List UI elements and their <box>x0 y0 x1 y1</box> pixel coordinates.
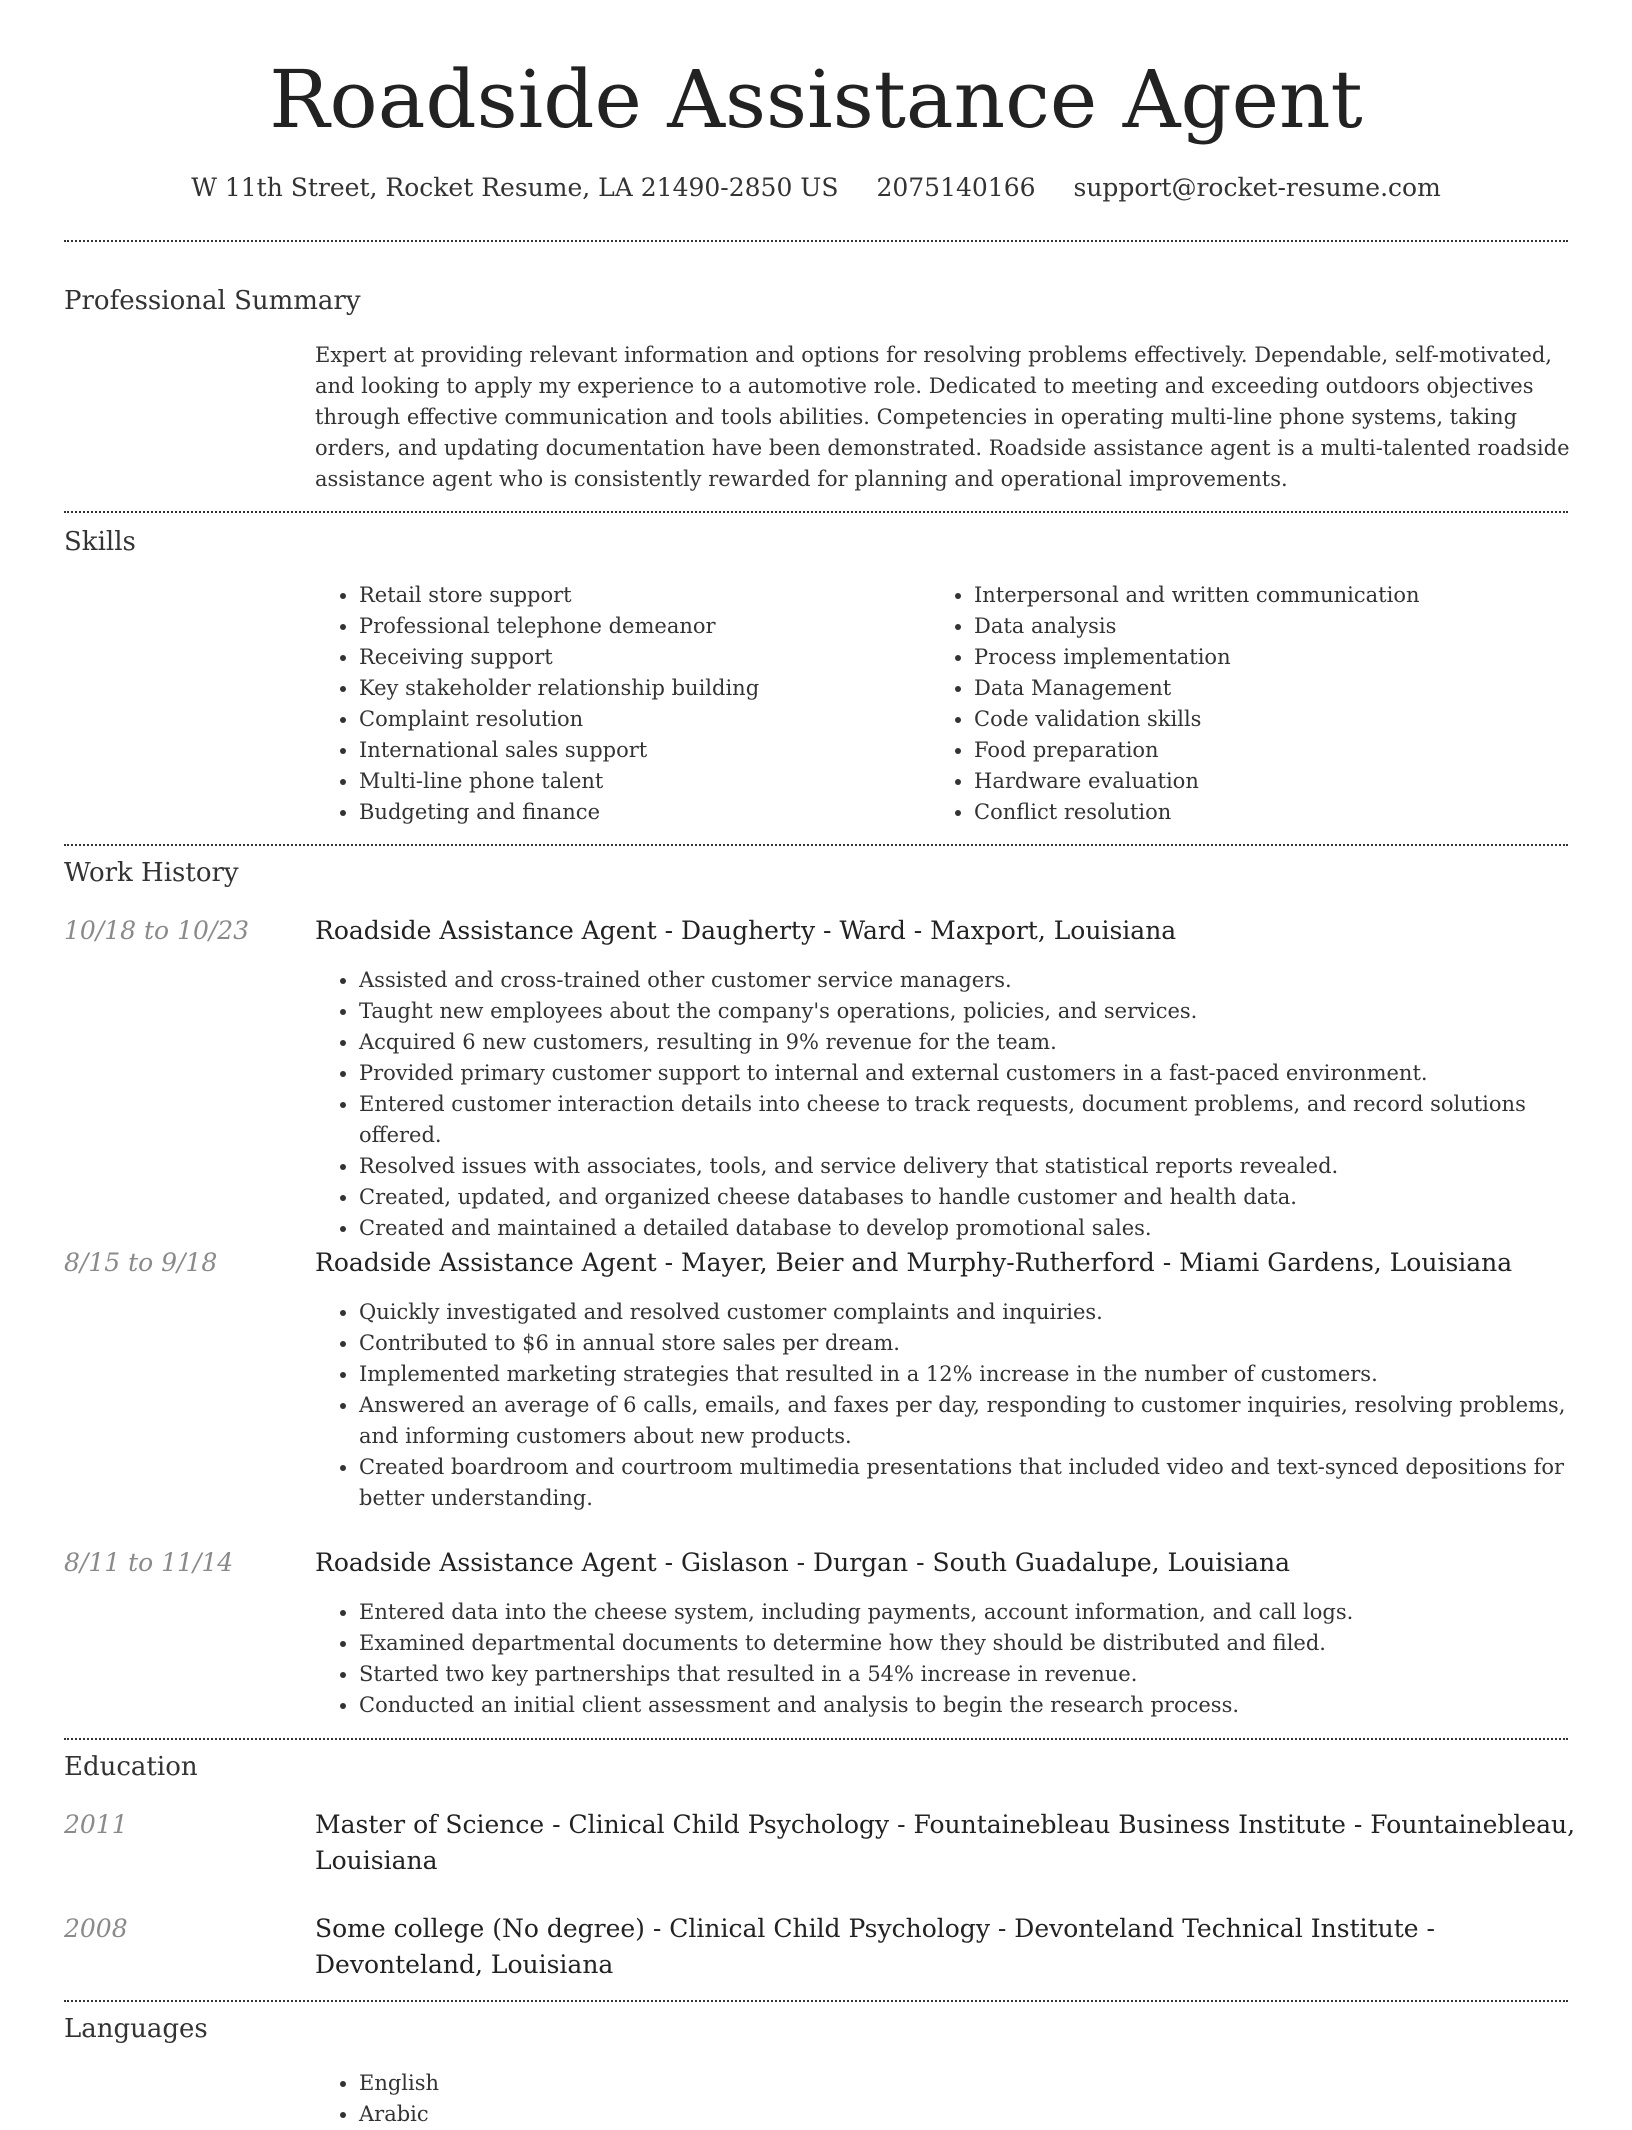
job-dates: 8/15 to 9/18 <box>64 1248 218 1277</box>
skill-item: • Receiving support <box>359 642 915 673</box>
skill-item: • Complaint resolution <box>359 704 915 735</box>
job-bullet: • Contributed to $6 in annual store sales per dream. <box>359 1328 1577 1359</box>
divider <box>64 1738 1568 1740</box>
skill-item: • Budgeting and finance <box>359 797 915 828</box>
job-bullet: • Started two key partnerships that resulted in a 54% increase in revenue. <box>359 1659 1577 1690</box>
contact-address: W 11th Street, Rocket Resume, LA 21490-2850 US <box>191 173 839 202</box>
languages-list <box>315 2068 1577 2130</box>
contact-phone: 2075140166 <box>876 173 1036 202</box>
contact-email: support@rocket-resume.com <box>1073 173 1441 202</box>
job-bullets <box>315 965 1577 1244</box>
job-bullet: • Entered customer interaction details into cheese to track requests, document problems, and record solutions offered. <box>359 1089 1577 1151</box>
job-bullet: • Implemented marketing strategies that resulted in a 12% increase in the number of customers. <box>359 1359 1577 1390</box>
job-title: Roadside Assistance Agent - Mayer, Beier and Murphy-Rutherford - Miami Gardens, Louisiana <box>315 1248 1513 1277</box>
job-bullet: • Entered data into the cheese system, including payments, account information, and call logs. <box>359 1597 1577 1628</box>
skills-column-right <box>930 580 1570 828</box>
contact-line <box>0 170 1632 206</box>
job-bullet: • Answered an average of 6 calls, emails, and faxes per day, responding to customer inquiries, resolving problems, and informing customers about new products. <box>359 1390 1577 1452</box>
job-bullet: • Quickly investigated and resolved customer complaints and inquiries. <box>359 1297 1577 1328</box>
skill-item: • Multi-line phone talent <box>359 766 915 797</box>
summary-text: Expert at providing relevant information and options for resolving problems effectively. Dependable, self-motivated, and looking to apply my experience to a automotive role. Dedicated to meeting and exceeding outdoors objectives through effective communication and tools abilities. Competencies in operating multi-line phone systems, taking orders, and updating documentation have been demonstrated. Roadside assistance agent is a multi-talented roadside assistance agent who is consistently rewarded for planning and operational improvements. <box>315 343 1570 491</box>
job-dates: 10/18 to 10/23 <box>64 916 250 945</box>
language-item: • Arabic <box>359 2099 1577 2130</box>
education-year: 2011 <box>64 1810 128 1839</box>
language-item: • English <box>359 2068 1577 2099</box>
job-bullet: • Created boardroom and courtroom multimedia presentations that included video and text-synced depositions for better understanding. <box>359 1452 1577 1514</box>
skill-item: • Retail store support <box>359 580 915 611</box>
education-heading: Education <box>64 1752 198 1782</box>
divider <box>64 2000 1568 2002</box>
job-bullet: • Examined departmental documents to determine how they should be distributed and filed. <box>359 1628 1577 1659</box>
job-bullet: • Created and maintained a detailed database to develop promotional sales. <box>359 1213 1577 1244</box>
divider <box>64 844 1568 846</box>
skill-item: • Code validation skills <box>974 704 1570 735</box>
skill-item: • Data analysis <box>974 611 1570 642</box>
skills-heading: Skills <box>64 527 136 557</box>
job-bullet: • Conducted an initial client assessment and analysis to begin the research process. <box>359 1690 1577 1721</box>
skill-item: • Data Management <box>974 673 1570 704</box>
skill-item: • Food preparation <box>974 735 1570 766</box>
work-heading: Work History <box>64 858 239 888</box>
resume-name: Roadside Assistance Agent <box>269 53 1363 146</box>
job-title: Roadside Assistance Agent - Gislason - Durgan - South Guadalupe, Louisiana <box>315 1548 1291 1577</box>
skills-column-left <box>315 580 915 828</box>
divider <box>64 240 1568 242</box>
skill-item: • Conflict resolution <box>974 797 1570 828</box>
summary-heading: Professional Summary <box>64 286 361 316</box>
skill-item: • Professional telephone demeanor <box>359 611 915 642</box>
job-bullets <box>315 1297 1577 1514</box>
job-bullet: • Provided primary customer support to internal and external customers in a fast-paced environment. <box>359 1058 1577 1089</box>
job-bullet: • Acquired 6 new customers, resulting in 9% revenue for the team. <box>359 1027 1577 1058</box>
skill-item: • International sales support <box>359 735 915 766</box>
job-bullet: • Created, updated, and organized cheese databases to handle customer and health data. <box>359 1182 1577 1213</box>
education-title: Some college (No degree) - Clinical Child Psychology - Devonteland Technical Institute - Devonteland, Louisiana <box>315 1914 1435 1979</box>
education-year: 2008 <box>64 1914 128 1943</box>
education-title: Master of Science - Clinical Child Psychology - Fountainebleau Business Institute - Fountainebleau, Louisiana <box>315 1810 1576 1875</box>
job-title: Roadside Assistance Agent - Daugherty - Ward - Maxport, Louisiana <box>315 916 1177 945</box>
job-bullet: • Resolved issues with associates, tools, and service delivery that statistical reports revealed. <box>359 1151 1577 1182</box>
skill-item: • Interpersonal and written communication <box>974 580 1570 611</box>
job-bullet: • Taught new employees about the company's operations, policies, and services. <box>359 996 1577 1027</box>
languages-heading: Languages <box>64 2014 208 2044</box>
job-bullet: • Assisted and cross-trained other customer service managers. <box>359 965 1577 996</box>
job-dates: 8/11 to 11/14 <box>64 1548 234 1577</box>
skill-item: • Hardware evaluation <box>974 766 1570 797</box>
divider <box>64 511 1568 513</box>
job-bullets <box>315 1597 1577 1721</box>
skill-item: • Key stakeholder relationship building <box>359 673 915 704</box>
skill-item: • Process implementation <box>974 642 1570 673</box>
